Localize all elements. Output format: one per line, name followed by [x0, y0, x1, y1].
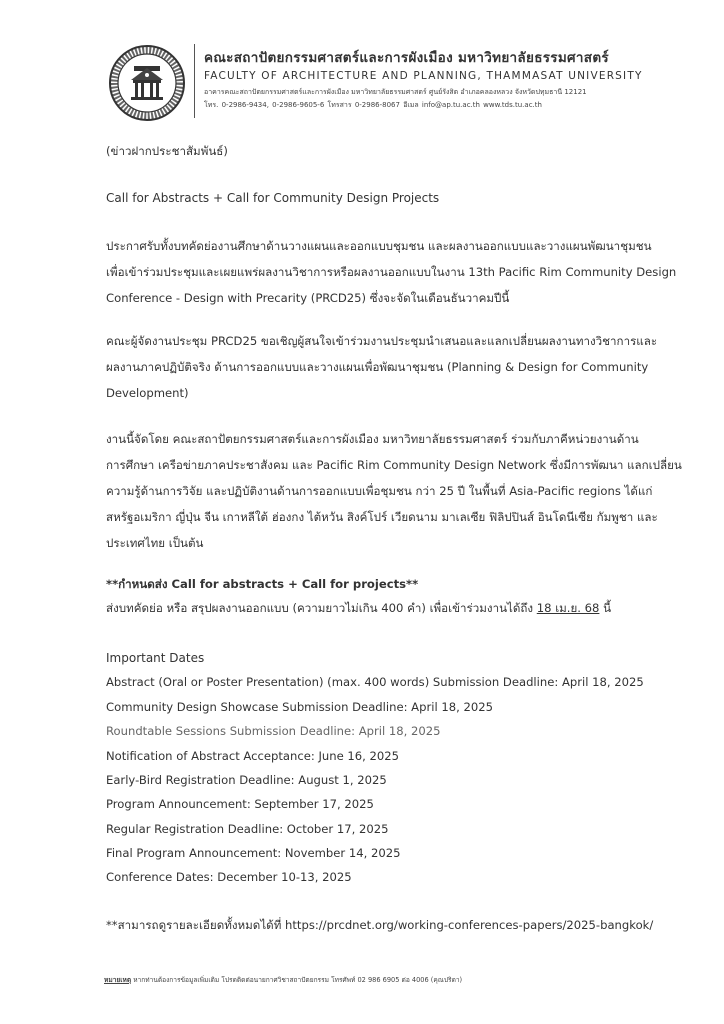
date-item: Notification of Abstract Acceptance: June 16, 2025 — [106, 749, 400, 763]
paragraph-line: เพื่อเข้าร่วมประชุมและเผยแพร่ผลงานวิชาการหรือผลงานออกแบบในงาน 13th Pacific Rim Community Design — [106, 265, 677, 279]
paragraph-line: ประเทศไทย เป็นต้น — [106, 536, 204, 550]
paragraph-line: การศึกษา เครือข่ายภาคประชาสังคม และ Pacific Rim Community Design Network ซึ่งมีการพัฒนา แลกเปลี่ยน — [106, 458, 682, 472]
date-item: Final Program Announcement: November 14, 2025 — [106, 846, 401, 860]
footer-label: หมายเหตุ — [104, 976, 132, 984]
deadline-suffix: นี้ — [599, 601, 612, 615]
date-item: Community Design Showcase Submission Deadline: April 18, 2025 — [106, 700, 493, 714]
faculty-name-thai: คณะสถาปัตยกรรมศาสตร์และการผังเมือง มหาวิทยาลัยธรรมศาสตร์ — [204, 50, 609, 66]
faculty-address: อาคารคณะสถาปัตยกรรมศาสตร์และการผังเมือง มหาวิทยาลัยธรรมศาสตร์ ศูนย์รังสิต อำเภอคลองหลวง จังหวัดปทุมธานี 12121 — [204, 88, 587, 96]
date-item: Regular Registration Deadline: October 17, 2025 — [106, 822, 389, 836]
letterhead — [108, 40, 688, 118]
university-seal-logo — [108, 44, 186, 122]
footer-note — [104, 974, 462, 985]
letterhead-divider — [194, 44, 195, 118]
deadline-heading: **กำหนดส่ง Call for abstracts + Call for projects** — [106, 577, 419, 591]
paragraph-line: ผลงานภาคปฏิบัติจริง ด้านการออกแบบและวางแผนเพื่อพัฒนาชุมชน (Planning & Design for Community — [106, 360, 649, 374]
paragraph-intro — [106, 233, 686, 311]
paragraph-line: Conference - Design with Precarity (PRCD25) ซึ่งจะจัดในเดือนธันวาคมปีนี้ — [106, 291, 510, 305]
paragraph-line: งานนี้จัดโดย คณะสถาปัตยกรรมศาสตร์และการผังเมือง มหาวิทยาลัยธรรมศาสตร์ ร่วมกับภาคีหน่วยงานด้าน — [106, 432, 639, 446]
document-title: Call for Abstracts + Call for Community Design Projects — [106, 191, 440, 205]
paragraph-line: คณะผู้จัดงานประชุม PRCD25 ขอเชิญผู้สนใจเข้าร่วมงานประชุมนำเสนอและแลกเปลี่ยนผลงานทางวิชาการและ — [106, 334, 658, 348]
paragraph-line: ความรู้ด้านการวิจัย และปฏิบัติงานด้านการออกแบบเพื่อชุมชน กว่า 25 ปี ในพื้นที่ Asia-Pacific regions ได้แก่ — [106, 484, 653, 498]
paragraph-organizers — [106, 426, 686, 556]
paragraph-line: ประกาศรับทั้งบทคัดย่องานศึกษาด้านวางแผนและออกแบบชุมชน และผลงานออกแบบและวางแผนพัฒนาชุมชน — [106, 239, 652, 253]
faculty-name-english: FACULTY OF ARCHITECTURE AND PLANNING, THAMMASAT UNIVERSITY — [204, 70, 643, 82]
deadline-description: ส่งบทคัดย่อ หรือ สรุปผลงานออกแบบ (ความยาวไม่เกิน 400 คำ) เพื่อเข้าร่วมงานได้ถึง — [106, 601, 537, 615]
date-item: Program Announcement: September 17, 2025 — [106, 797, 374, 811]
deadline-text — [106, 595, 686, 621]
date-item: Roundtable Sessions Submission Deadline: April 18, 2025 — [106, 724, 441, 738]
date-item: Conference Dates: December 10-13, 2025 — [106, 870, 352, 884]
faculty-info — [204, 46, 694, 111]
footer-text: หากท่านต้องการข้อมูลเพิ่มเติม โปรดติดต่อนายกาศวิชาสถาปัตยกรรม โทรศัพท์ 02 986 6905 ต่อ 4006 (คุณปริดา) — [131, 976, 463, 984]
faculty-contact: โทร. 0-2986-9434, 0-2986-9605-6 โทรสาร 0-2986-8067 อีเมล info@ap.tu.ac.th www.tds.tu.ac.th — [204, 101, 542, 109]
more-info-link-line: **สามารถดูรายละเอียดทั้งหมดได้ที่ https://prcdnet.org/working-conferences-papers/2025-bangkok/ — [106, 918, 654, 932]
date-item: Abstract (Oral or Poster Presentation) (max. 400 words) Submission Deadline: April 18, 2025 — [106, 675, 644, 689]
paragraph-invitation — [106, 328, 686, 406]
paragraph-line: สหรัฐอเมริกา ญี่ปุ่น จีน เกาหลีใต้ ฮ่องกง ไต้หวัน สิงค์โปร์ เวียดนาม มาเลเซีย ฟิลิปปินส์ อินโดนีเซีย กัมพูชา และ — [106, 510, 658, 524]
paragraph-line: Development) — [106, 386, 189, 400]
deadline-date: 18 เม.ย. 68 — [536, 601, 600, 615]
important-dates-heading: Important Dates — [106, 651, 205, 665]
date-item: Early-Bird Registration Deadline: August 1, 2025 — [106, 773, 387, 787]
news-category: (ข่าวฝากประชาสัมพันธ์) — [106, 144, 228, 158]
